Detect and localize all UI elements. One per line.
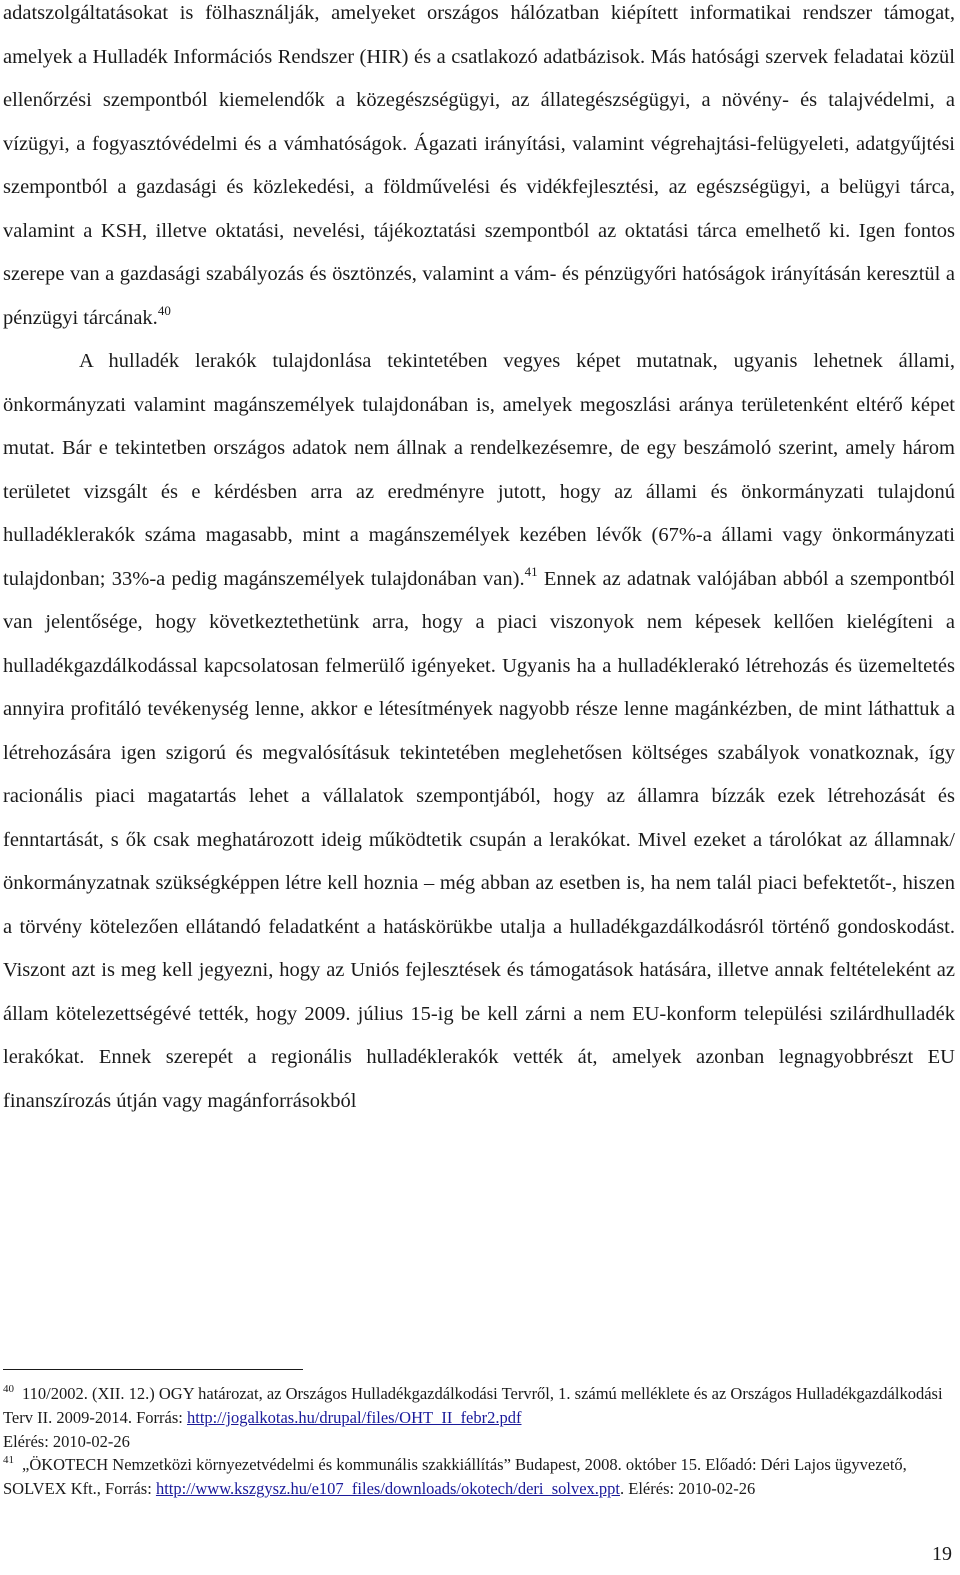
footnote-link[interactable]: http://jogalkotas.hu/drupal/files/OHT_II_febr2.pdf: [186, 1407, 522, 1427]
body-text: [3, 0, 955, 1123]
footnote-text: 110/2002. (XII. 12.) OGY határozat, az Országos Hulladékgazdálkodási Tervről, 1. számú melléklete és az Országos Hulladékgazdálkodási Terv II. 2009-2014. Forrás:: [3, 1384, 943, 1427]
footnote-ref-41[interactable]: 41: [524, 563, 538, 579]
paragraph-text: A hulladék lerakók tulajdonlása tekintetében vegyes képet mutatnak, ugyanis lehetnek állami, önkormányzati valamint magánszemélyek tulajdonában is, amelyek megoszlási aránya területenként eltérő képet mutat. Bár e tekintetben országos adatok nem állnak a rendelkezésemre, de egy beszámoló szerint, amely három területet vizsgált és e kérdésben arra az eredményre jutott, hogy az állami és önkormányzati tulajdonú hulladéklerakók száma magasabb, mint a magánszemélyek kezében lévők (67%-a állami vagy önkormányzati tulajdonban; 33%-a pedig magánszemélyek tulajdonában van).: [3, 350, 955, 590]
paragraph-text-continued: Ennek az adatnak valójában abból a szempontból van jelentősége, hogy következtethetünk arra, hogy a piaci viszonyok nem képesek kellően kielégíteni a hulladékgazdálkodással kapcsolatosan felmerülő igényeket. Ugyanis ha a hulladéklerakó létrehozás és üzemeltetés annyira profitáló tevékenység lenne, akkor e létesítmények nagyobb része lenne magánkézben, de mint láthattuk a létrehozására igen szigorú és megvalósításuk tekintetében meglehetősen költséges szabályok vonatkoznak, így racionális piaci magatartás lehet a vállalatok szempontjából, hogy az államra bízzák ezek létrehozását és fenntartását, s ők csak meghatározott ideig működtetik csupán a lerakókat. Mivel ezeket a tárolókat az államnak/önkormányzatnak szükségképpen létre kell hoznia – még abban az esetben is, ha nem talál piaci befektetőt-, hiszen a törvény kötelezően ellátandó feladatként a hatáskörükbe utalja a hulladékgazdálkodásról történő gondoskodást. Viszont azt is meg kell jegyezni, hogy az Uniós fejlesztések és támogatások hatására, illetve annak feltételeként az állam kötelezettségévé tették, hogy 2009. július 15-ig be kell zárni a nem EU-konform települési szilárdhulladék lerakókat. Ennek szerepét a regionális hulladéklerakók vették át, amelyek azonban legnagyobbrészt EU finanszírozás útján vagy magánforrásokból: [3, 567, 956, 1112]
footnote-40: [3, 1382, 955, 1453]
footnote-access-date: . Elérés: 2010-02-26: [620, 1479, 756, 1499]
footnote-access-date: Elérés: 2010-02-26: [3, 1431, 130, 1451]
page-number: 19: [932, 1543, 952, 1565]
paragraph-2: [3, 340, 955, 1123]
footnote-text: „ÖKOTECH Nemzetközi környezetvédelmi és kommunális szakkiállítás” Budapest, 2008. október 15. Előadó: Déri Lajos ügyvezető, SOLVEX Kft., Forrás:: [3, 1455, 907, 1499]
paragraph-text: adatszolgáltatásokat is fölhasználják, amelyeket országos hálózatban kiépített informatikai rendszer támogat, amelyek a Hulladék Információs Rendszer (HIR) és a csatlakozó adatbázisok. Más hatósági szervek feladatai közül ellenőrzési szempontból kiemelendők a közegészségügyi, az állategészségügyi, a növény- és talajvédelmi, a vízügyi, a fogyasztóvédelmi és a vámhatóságok. Ágazati irányítási, valamint végrehajtási-felügyeleti, adatgyűjtési szempontból a gazdasági és közlekedési, a földművelési és vidékfejlesztési, az egészségügyi, a belügyi tárca, valamint a KSH, illetve oktatási, nevelési, tájékoztatási szempontból az oktatási tárca emelhető ki. Igen fontos szerepe van a gazdasági szabályozás és ösztönzés, valamint a vám- és pénzügyőri hatóságok irányításán keresztül a pénzügyi tárcának.: [3, 2, 955, 329]
footnote-number: 40: [3, 1383, 14, 1395]
footnote-ref-40[interactable]: 40: [157, 302, 171, 318]
footnote-41: [3, 1453, 955, 1501]
footnote-separator: [3, 1369, 303, 1370]
footnote-number: 41: [3, 1454, 14, 1467]
footnotes: [3, 1382, 955, 1501]
paragraph-1: [3, 0, 955, 340]
footnote-link[interactable]: http://www.kszgysz.hu/e107_files/downloads/okotech/deri_solvex.ppt: [155, 1479, 621, 1499]
